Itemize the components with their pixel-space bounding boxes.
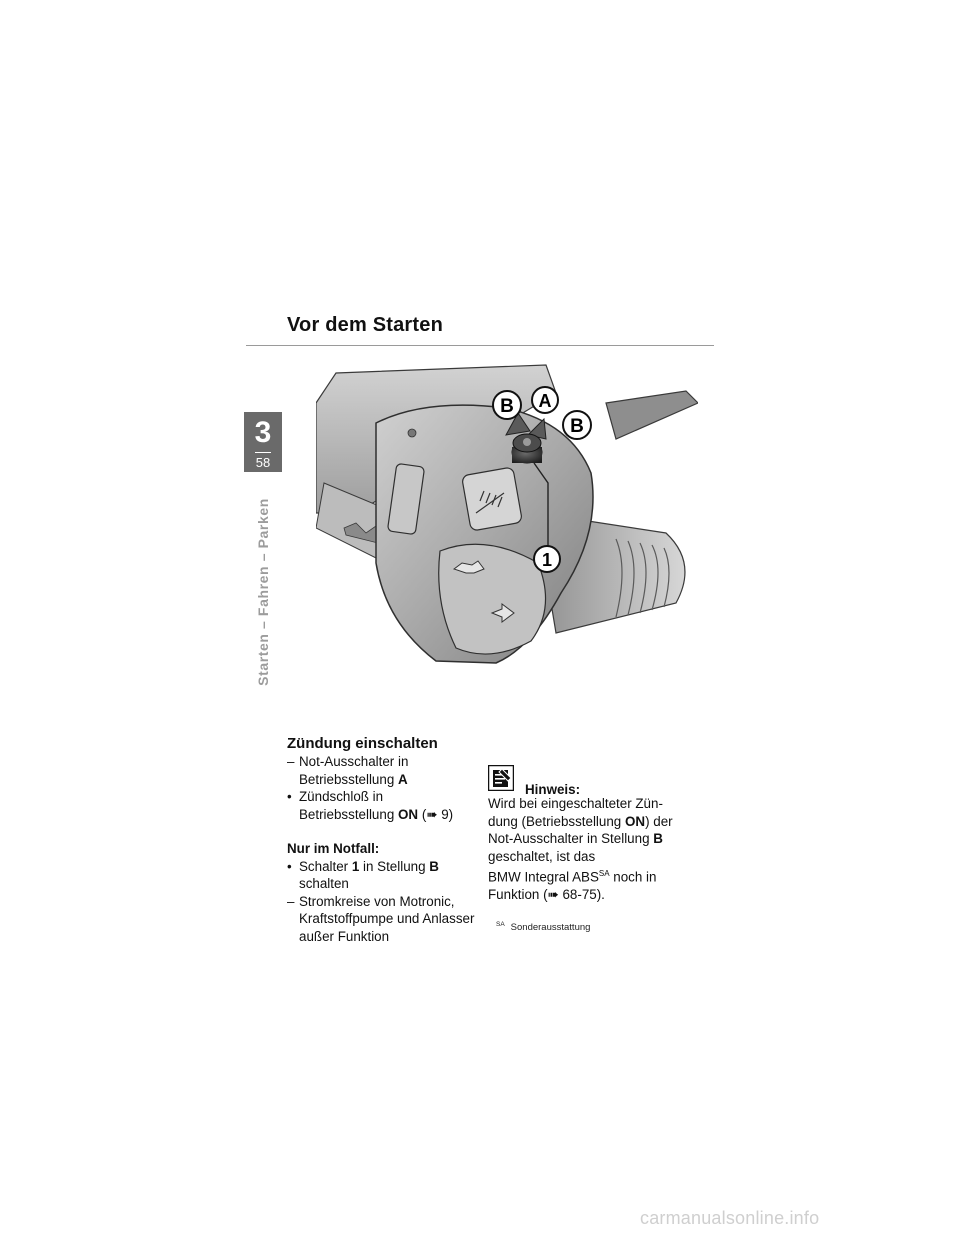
list-item: • Schalter 1 in Stellung B schalten	[287, 858, 439, 891]
list-item: – Stromkreise von Motronic, Kraftstoffpumpe und Anlasser außer Funktion	[287, 893, 475, 944]
list-item: – Not-Ausschalter in Betriebsstellung A	[287, 754, 409, 787]
footnote: $^{SA}$ Sonderausstattung	[496, 921, 591, 934]
handlebar-switch-illustration	[316, 363, 698, 683]
section-heading: Zündung einschalten	[287, 735, 438, 752]
note-title: Hinweis:	[525, 782, 581, 797]
note-icon	[488, 765, 514, 791]
chapter-divider	[255, 452, 271, 453]
label-1: 1	[541, 550, 553, 570]
watermark: carmanualsonline.info	[640, 1208, 820, 1228]
page-number: 58	[255, 455, 271, 470]
page-title: Vor dem Starten	[287, 314, 443, 336]
title-divider	[246, 345, 714, 346]
emergency-heading: Nur im Notfall:	[287, 841, 380, 856]
label-b-left: B	[500, 396, 514, 417]
note-text: Wird bei eingeschalteter Zün- dung (Betriebsstellung ON) der Not-Ausschalter in Stellung B geschaltet, ist das BMW Integral $ABS^{SA}$ noch in Funktion (➠ 68-75).	[488, 796, 673, 902]
list-item: • Zündschloß in Betriebsstellung ON (➠ 9)	[287, 789, 454, 822]
left-column	[287, 735, 481, 945]
note-box	[488, 765, 702, 903]
chapter-number: 3	[254, 416, 272, 449]
label-b-right: B	[570, 416, 584, 437]
side-chapter-label: Starten – Fahren – Parken	[255, 498, 271, 686]
label-a: A	[538, 391, 552, 411]
